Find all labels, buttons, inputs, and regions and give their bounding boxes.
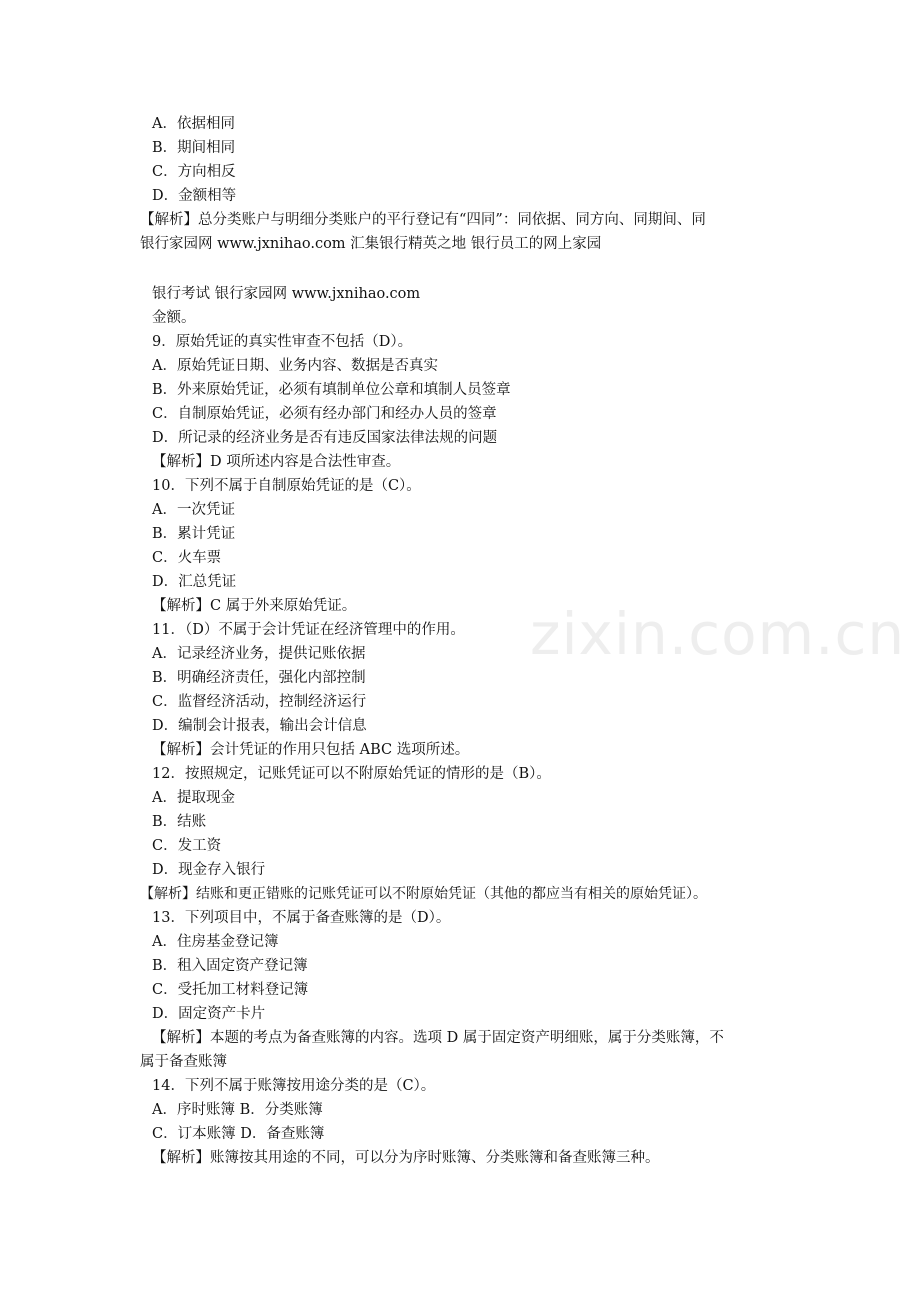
option-a: A．住房基金登记簿 [152,934,279,950]
option-b: B．期间相同 [152,140,236,156]
option-d: D．金额相等 [152,188,237,204]
option-d: D．固定资产卡片 [152,1006,266,1022]
question-12: 12．按照规定，记账凭证可以不附原始凭证的情形的是（B）。 [152,766,551,782]
option-c: C．火车票 [152,550,222,566]
option-a: A．记录经济业务，提供记账依据 [152,646,366,662]
question-13: 13．下列项目中，不属于备查账簿的是（D）。 [152,910,451,926]
option-a: A．依据相同 [152,116,235,132]
page-header: 银行考试 银行家园网 www.jxnihao.com [152,286,421,302]
option-a: A．原始凭证日期、业务内容、数据是否真实 [152,358,438,374]
analysis: 【解析】D 项所述内容是合法性审查。 [152,454,401,470]
question-10: 10．下列不属于自制原始凭证的是（C）。 [152,478,421,494]
option-c: C．监督经济活动，控制经济运行 [152,694,367,710]
option-a: A．提取现金 [152,790,235,806]
option-d: D．编制会计报表，输出会计信息 [152,718,367,734]
option-b: B．租入固定资产登记簿 [152,958,308,974]
option-c: C．方向相反 [152,164,236,180]
question-11: 11．（D）不属于会计凭证在经济管理中的作用。 [152,622,465,638]
options-a-b: A．序时账簿 B．分类账簿 [152,1102,323,1118]
option-b: B．外来原始凭证，必须有填制单位公章和填制人员签章 [152,382,511,398]
option-d: D．所记录的经济业务是否有违反国家法律法规的问题 [152,430,498,446]
option-c: C．发工资 [152,838,222,854]
option-c: C．受托加工材料登记簿 [152,982,309,998]
analysis: 【解析】总分类账户与明细分类账户的平行登记有“四同”：同依据、同方向、同期间、同 [140,212,706,228]
option-d: D．汇总凭证 [152,574,237,590]
analysis-continued: 属于备查账簿 [140,1054,227,1070]
option-a: A．一次凭证 [152,502,235,518]
analysis: 【解析】会计凭证的作用只包括 ABC 选项所述。 [152,742,470,758]
watermark: zixin.com.cn [530,600,906,668]
analysis-continued: 金额。 [152,310,196,326]
analysis: 【解析】账簿按其用途的不同，可以分为序时账簿、分类账簿和备查账簿三种。 [152,1150,660,1166]
analysis: 【解析】结账和更正错账的记账凭证可以不附原始凭证（其他的都应当有相关的原始凭证）。 [140,886,707,902]
analysis: 【解析】本题的考点为备查账簿的内容。选项 D 属于固定资产明细账，属于分类账簿，不 [152,1030,724,1046]
question-9: 9．原始凭证的真实性审查不包括（D）。 [152,334,413,350]
option-c: C．自制原始凭证，必须有经办部门和经办人员的签章 [152,406,497,422]
page-footer: 银行家园网 www.jxnihao.com 汇集银行精英之地 银行员工的网上家园 [140,236,602,252]
option-d: D．现金存入银行 [152,862,266,878]
question-14: 14．下列不属于账簿按用途分类的是（C）。 [152,1078,436,1094]
options-c-d: C．订本账簿 D．备查账簿 [152,1126,325,1142]
option-b: B．结账 [152,814,207,830]
option-b: B．累计凭证 [152,526,236,542]
analysis: 【解析】C 属于外来原始凭证。 [152,598,357,614]
option-b: B．明确经济责任，强化内部控制 [152,670,366,686]
